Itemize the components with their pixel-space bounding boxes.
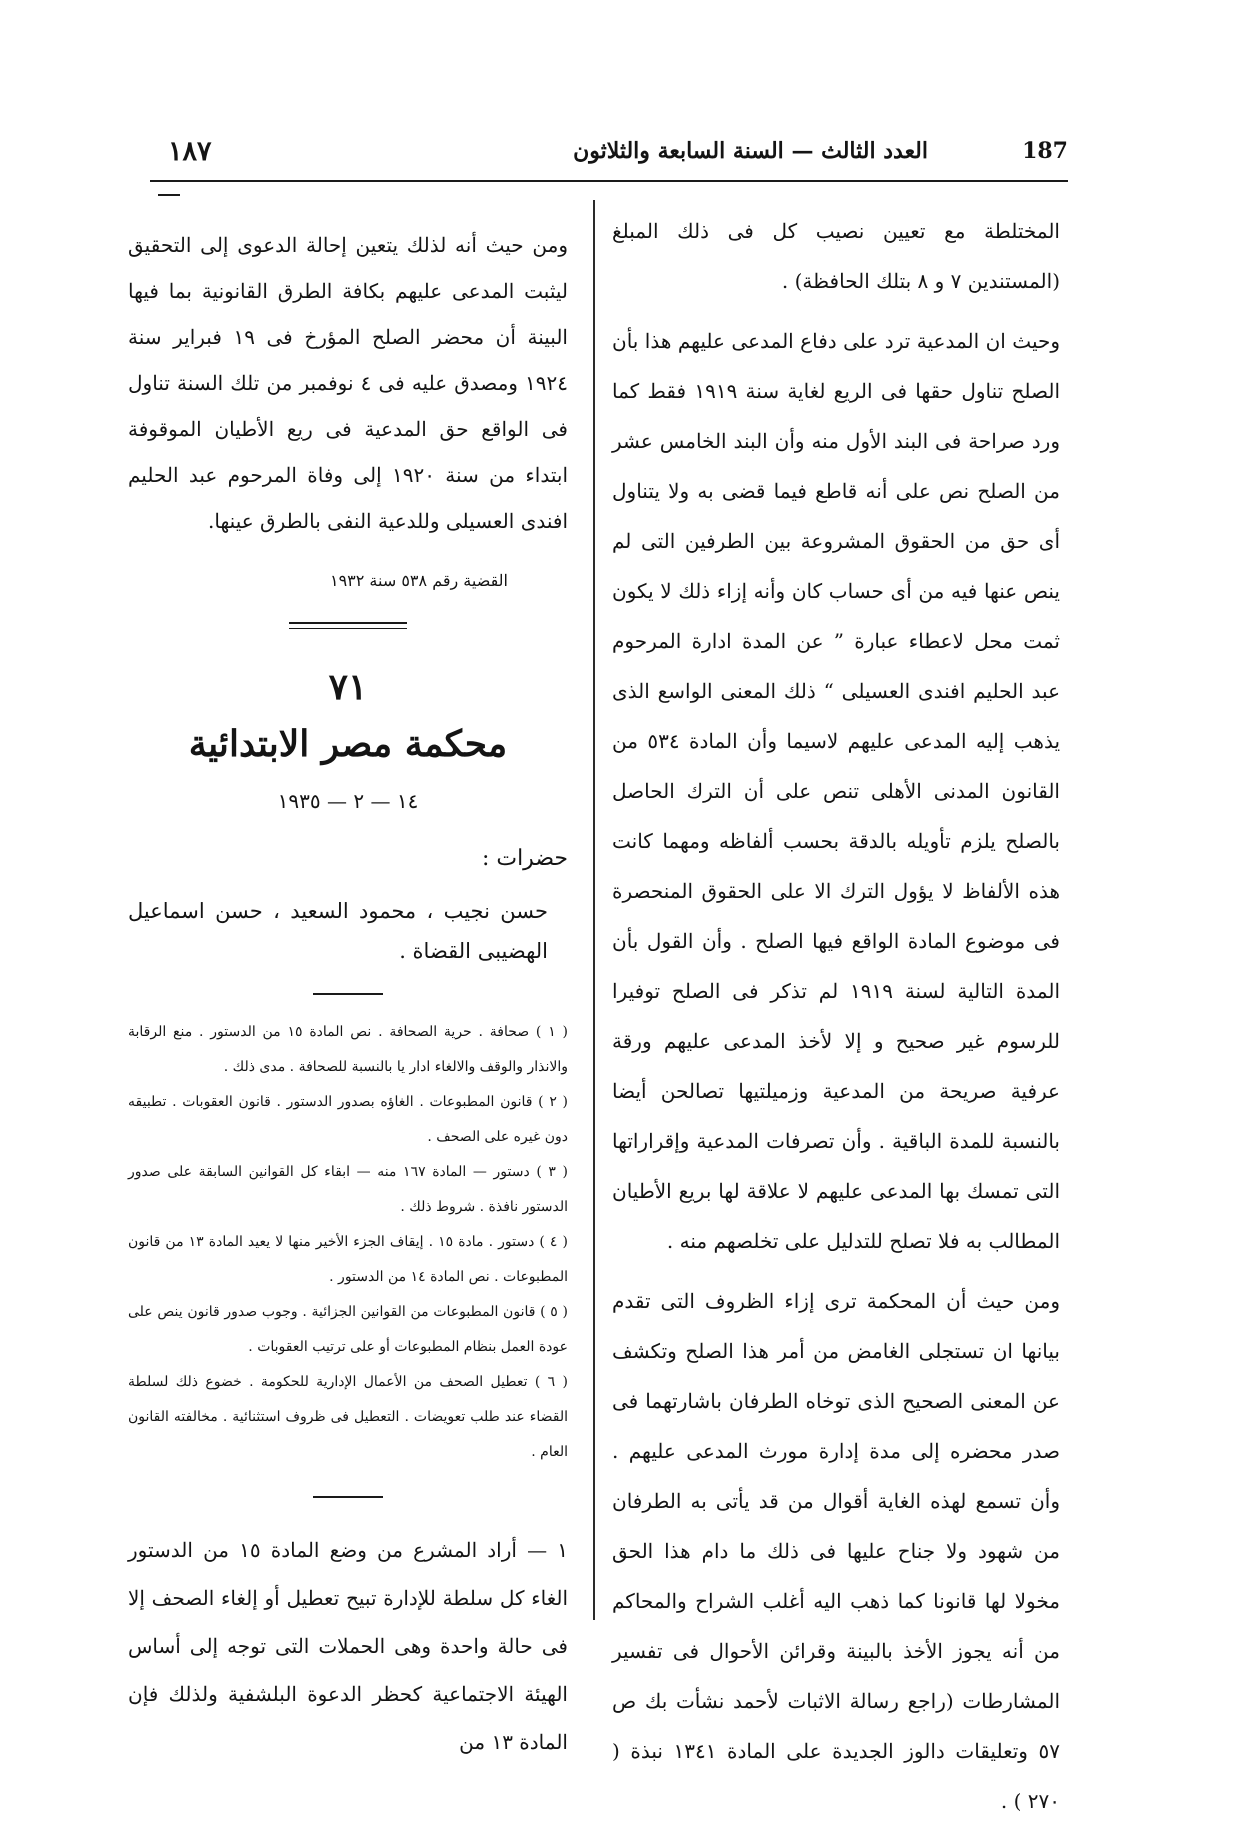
right-column	[612, 206, 1060, 1826]
paragraph: ومن حيث أن المحكمة ترى إزاء الظروف التى تقدم بيانها ان تستجلى الغامض من أمر هذا الصلح وتكشف عن المعنى الصحيح الذى توخاه الطرفان باشارتهما فى صدر محضره إلى مدة إدارة مورث المدعى عليهم . وأن تسمع لهذه الغاية أقوال من قد يأتى به الطرفان من شهود ولا جناح عليها فى ذلك ما دام هذا الحق مخولا لها قانونا كما ذهب اليه أغلب الشراح والمحاكم من أنه يجوز الأخذ بالبينة وقرائن الأحوال فى تفسير المشارطات (راجع رسالة الاثبات لأحمد نشأت بك ص ٥٧ وتعليقات دالوز الجديدة على المادة ١٣٤١ نبذة ( ٢٧٠ ) .	[612, 1289, 1060, 1813]
headnote: ( ٦ ) تعطيل الصحف من الأعمال الإدارية للحكومة . خضوع ذلك لسلطة القضاء عند طلب تعويضات . التعطيل فى ظروف استثنائية . مخالفته القانون العام .	[128, 1374, 568, 1460]
paragraph: المختلطة مع تعيين نصيب كل فى ذلك المبلغ (المستندين ٧ و ٨ بتلك الحافظة) .	[612, 219, 1060, 293]
running-title: العدد الثالث — السنة السابعة والثلاثون	[573, 138, 928, 164]
header-tick-mark	[158, 194, 180, 196]
column-divider	[593, 200, 595, 1620]
double-rule	[289, 622, 407, 629]
page-number-latin: 187	[1022, 138, 1068, 164]
page-header	[150, 136, 1068, 176]
headnote: ( ٢ ) قانون المطبوعات . الغاؤه بصدور الدستور . قانون العقوبات . تطبيقه دون غيره على الصحف .	[128, 1094, 568, 1145]
page-number-arabic: ١٨٧	[168, 136, 212, 167]
court-name: محكمة مصر الابتدائية	[188, 723, 508, 765]
judgment-body: ١ — أراد المشرع من وضع المادة ١٥ من الدستور الغاء كل سلطة للإدارة تبيح تعطيل أو إلغاء الصحف إلا فى حالة واحدة وهى الحملات التى توجه إلى أساس الهيئة الاجتماعية كحظر الدعوة البلشفية ولذلك فإن المادة ١٣ من	[128, 1538, 568, 1754]
section-rule	[313, 993, 383, 995]
judgment-date: ١٤ — ٢ — ١٩٣٥	[277, 789, 419, 813]
headnote: ( ٤ ) دستور . مادة ١٥ . إيقاف الجزء الأخير منها لا يعيد المادة ١٣ من قانون المطبوعات . نص المادة ١٤ من الدستور .	[128, 1234, 568, 1285]
headnote: ( ٥ ) قانون المطبوعات من القوانين الجزائية . وجوب صدور قانون ينص على عودة العمل بنظام المطبوعات أو على ترتيب العقوبات .	[128, 1304, 568, 1355]
case-number: ٧١	[328, 666, 368, 708]
judges-heading: حضرات :	[481, 846, 568, 871]
headnote: ( ١ ) صحافة . حرية الصحافة . نص المادة ١٥ من الدستور . منع الرقابة والانذار والوقف والالغاء ادار يا بالنسبة للصحافة . مدى ذلك .	[128, 1024, 568, 1075]
judges-list: حسن نجيب ، محمود السعيد ، حسن اسماعيل الهضيبى القضاة .	[128, 899, 548, 963]
paragraph: ومن حيث أنه لذلك يتعين إحالة الدعوى إلى التحقيق ليثبت المدعى عليهم بكافة الطرق القانونية بما فيها البينة أن محضر الصلح المؤرخ فى ١٩ فبراير سنة ١٩٢٤ ومصدق عليه فى ٤ نوفمبر من تلك السنة تناول فى الواقع حق المدعية فى ريع الأطيان الموقوفة ابتداء من سنة ١٩٢٠ إلى وفاة المرحوم عبد الحليم افندى العسيلى وللدعية النفى بالطرق عينها.	[128, 233, 569, 533]
header-rule	[150, 180, 1068, 182]
left-column	[128, 222, 568, 1766]
section-rule	[313, 1496, 383, 1498]
case-citation: القضية رقم ٥٣٨ سنة ١٩٣٢	[329, 571, 508, 590]
headnote: ( ٣ ) دستور — المادة ١٦٧ منه — ابقاء كل القوانين السابقة على صدور الدستور نافذة . شروط ذلك .	[128, 1164, 568, 1215]
paragraph: وحيث ان المدعية ترد على دفاع المدعى عليهم هذا بأن الصلح تناول حقها فى الريع لغاية سنة ١٩١٩ فقط كما ورد صراحة فى البند الأول منه وأن البند الخامس عشر من الصلح نص على أنه قاطع فيما قضى به ولا يتناول أى حق من الحقوق المشروعة بين الطرفين التى لم ينص عنها فيه من أى حساب كان وأنه إزاء ذلك لا يكون ثمت محل لاعطاء عبارة ” عن المدة ادارة المرحوم عبد الحليم افندى العسيلى “ ذلك المعنى الواسع الذى يذهب إليه المدعى عليهم لاسيما وأن المادة ٥٣٤ من القانون المدنى الأهلى تنص على أن الترك الحاصل بالصلح يلزم تأويله بالدقة بحسب ألفاظه ومهما كانت هذه الألفاظ لا يؤول الترك الا على الحقوق المنحصرة فى موضوع المادة الواقع فيها الصلح . وأن القول بأن المدة التالية لسنة ١٩١٩ لم تذكر فى الصلح توفيرا للرسوم غير صحيح و إلا لأخذ المدعى عليهم ورقة عرفية صريحة من المدعية وزميلتيها تصالحن أيضا بالنسبة للمدة الباقية . وأن تصرفات المدعية وإقراراتها التى تمسك بها المدعى عليهم لا علاقة لها بريع الأطيان المطالب به فلا تصلح للتدليل على تخلصهم منه .	[612, 329, 1061, 1253]
